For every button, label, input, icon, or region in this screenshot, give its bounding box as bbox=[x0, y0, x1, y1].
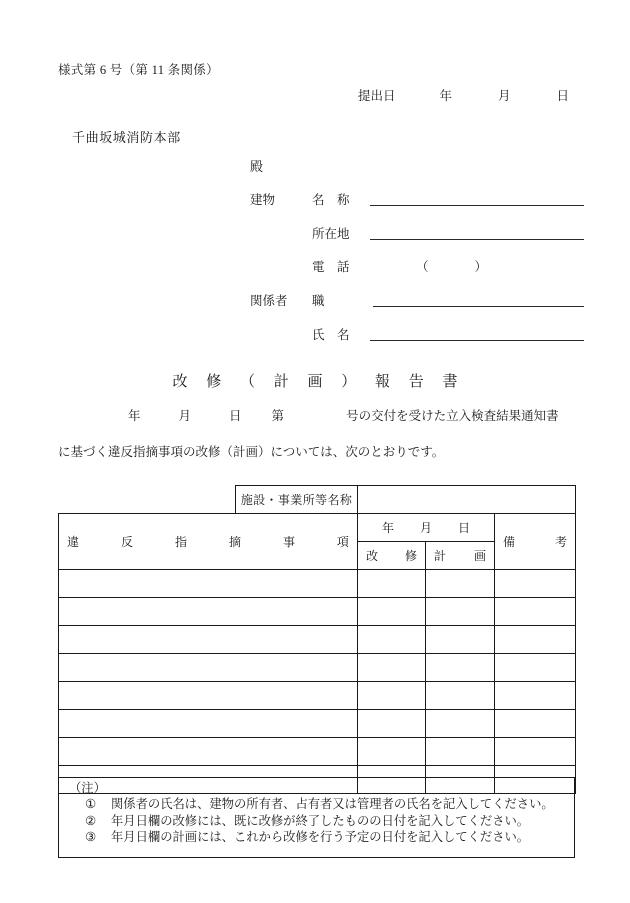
tel-paren-open: （ bbox=[416, 260, 429, 274]
notes-list bbox=[59, 796, 574, 846]
note-item bbox=[59, 796, 574, 813]
note-marker: ② bbox=[85, 813, 97, 828]
note-text: 年月日欄の改修には、既に改修が終了したものの日付を記入してください。 bbox=[111, 813, 530, 828]
remarks-char-1: 考 bbox=[555, 535, 568, 549]
violation-char-1: 反 bbox=[120, 535, 133, 549]
violation-char-4: 事 bbox=[282, 535, 295, 549]
field-label-job: 職 bbox=[312, 294, 325, 308]
cell-repair[interactable] bbox=[358, 738, 426, 766]
form-number: 様式第 6 号（第 11 条関係） bbox=[58, 63, 219, 77]
cell-remarks[interactable] bbox=[495, 654, 576, 682]
cell-remarks[interactable] bbox=[495, 710, 576, 738]
violation-column-header bbox=[59, 514, 358, 570]
reference-number-suffix: 号の交付を受けた立入検査結果通知書 bbox=[346, 409, 559, 423]
note-item bbox=[59, 829, 574, 846]
note-marker: ③ bbox=[85, 830, 97, 844]
field-label-tel: 電 話 bbox=[312, 260, 350, 274]
submission-month-label: 月 bbox=[498, 89, 511, 103]
cell-plan[interactable] bbox=[426, 570, 495, 598]
cell-repair[interactable] bbox=[358, 626, 426, 654]
table-row bbox=[59, 654, 576, 682]
date-band-year: 年 bbox=[381, 521, 394, 535]
field-row-building-name bbox=[250, 190, 584, 210]
submission-date-label: 提出日 bbox=[358, 89, 396, 103]
field-row-related-name bbox=[250, 325, 584, 345]
date-band-month: 月 bbox=[419, 521, 432, 535]
field-row-related-job bbox=[250, 291, 584, 311]
repair-column-header bbox=[358, 542, 426, 570]
date-band-header bbox=[358, 514, 495, 542]
note-marker: ① bbox=[85, 797, 97, 811]
cell-repair[interactable] bbox=[358, 598, 426, 626]
honorific-dono: 殿 bbox=[250, 159, 264, 174]
violation-char-0: 違 bbox=[67, 535, 80, 549]
cell-remarks[interactable] bbox=[495, 682, 576, 710]
building-group-label: 建物 bbox=[250, 193, 276, 207]
date-band-day: 日 bbox=[458, 521, 471, 535]
cell-repair[interactable] bbox=[358, 710, 426, 738]
cell-violation[interactable] bbox=[59, 626, 358, 654]
cell-remarks[interactable] bbox=[495, 598, 576, 626]
reference-year-label: 年 bbox=[128, 409, 141, 423]
cell-violation[interactable] bbox=[59, 738, 358, 766]
plan-char-1: 画 bbox=[473, 549, 486, 563]
remarks-char-0: 備 bbox=[503, 535, 516, 549]
date-band-row bbox=[59, 514, 576, 542]
table-row bbox=[59, 570, 576, 598]
field-label-address: 所在地 bbox=[312, 227, 350, 241]
facility-row-spacer bbox=[59, 486, 236, 514]
violation-char-2: 指 bbox=[174, 535, 187, 549]
cell-repair[interactable] bbox=[358, 682, 426, 710]
submission-date-line bbox=[358, 86, 569, 104]
cell-remarks[interactable] bbox=[495, 570, 576, 598]
cell-plan[interactable] bbox=[426, 710, 495, 738]
plan-char-0: 計 bbox=[434, 549, 447, 563]
cell-plan[interactable] bbox=[426, 654, 495, 682]
reference-notice-line bbox=[128, 406, 559, 424]
note-text: 年月日欄の計画には、これから改修を行う予定の日付を記入してください。 bbox=[111, 830, 530, 844]
submission-day-label: 日 bbox=[556, 89, 570, 103]
cell-remarks[interactable] bbox=[495, 626, 576, 654]
cell-violation[interactable] bbox=[59, 570, 358, 598]
field-label-name: 名 称 bbox=[312, 193, 350, 207]
notes-heading: （注） bbox=[69, 781, 106, 795]
cell-remarks[interactable] bbox=[495, 738, 576, 766]
cell-violation[interactable] bbox=[59, 654, 358, 682]
addressee-department: 千曲坂城消防本部 bbox=[72, 130, 181, 145]
facility-name-value[interactable] bbox=[358, 486, 576, 514]
page-title: 改 修 （ 計 画 ） 報 告 書 bbox=[172, 374, 465, 390]
note-item bbox=[59, 813, 574, 830]
note-text: 関係者の氏名は、建物の所有者、占有者又は管理者の氏名を記入してください。 bbox=[111, 797, 554, 811]
cell-violation[interactable] bbox=[59, 682, 358, 710]
facility-name-row bbox=[59, 486, 576, 514]
reference-day-label: 日 bbox=[229, 409, 242, 423]
related-job-input[interactable] bbox=[373, 292, 584, 307]
cell-plan[interactable] bbox=[426, 738, 495, 766]
notes-box bbox=[58, 777, 575, 858]
remarks-column-header bbox=[495, 514, 576, 570]
reference-body-text: に基づく違反指摘事項の改修（計画）については、次のとおりです。 bbox=[58, 445, 445, 459]
repair-char-0: 改 bbox=[366, 549, 379, 563]
cell-repair[interactable] bbox=[358, 570, 426, 598]
related-name-input[interactable] bbox=[370, 326, 584, 341]
facility-name-label: 施設・事業所等名称 bbox=[236, 486, 358, 514]
table-row bbox=[59, 682, 576, 710]
field-label-person-name: 氏 名 bbox=[312, 328, 350, 342]
cell-plan[interactable] bbox=[426, 682, 495, 710]
cell-repair[interactable] bbox=[358, 654, 426, 682]
submission-year-label: 年 bbox=[439, 89, 453, 103]
reference-month-label: 月 bbox=[178, 409, 192, 423]
cell-plan[interactable] bbox=[426, 626, 495, 654]
repair-char-1: 修 bbox=[404, 549, 417, 563]
field-row-building-address bbox=[250, 224, 584, 244]
table-row bbox=[59, 626, 576, 654]
table-row bbox=[59, 598, 576, 626]
violation-char-3: 摘 bbox=[228, 535, 241, 549]
tel-paren-close: ） bbox=[474, 260, 488, 274]
field-row-building-tel bbox=[250, 257, 487, 277]
reference-number-prefix: 第 bbox=[271, 409, 285, 423]
violation-report-table bbox=[58, 485, 576, 794]
plan-column-header bbox=[426, 542, 495, 570]
table-row bbox=[59, 738, 576, 766]
table-row bbox=[59, 710, 576, 738]
tel-number-input[interactable] bbox=[416, 257, 487, 275]
cell-violation[interactable] bbox=[59, 598, 358, 626]
building-address-input[interactable] bbox=[370, 225, 584, 240]
related-party-group-label: 関係者 bbox=[250, 294, 288, 308]
violation-char-5: 項 bbox=[336, 535, 349, 549]
cell-plan[interactable] bbox=[426, 598, 495, 626]
cell-violation[interactable] bbox=[59, 710, 358, 738]
building-name-input[interactable] bbox=[370, 191, 584, 206]
